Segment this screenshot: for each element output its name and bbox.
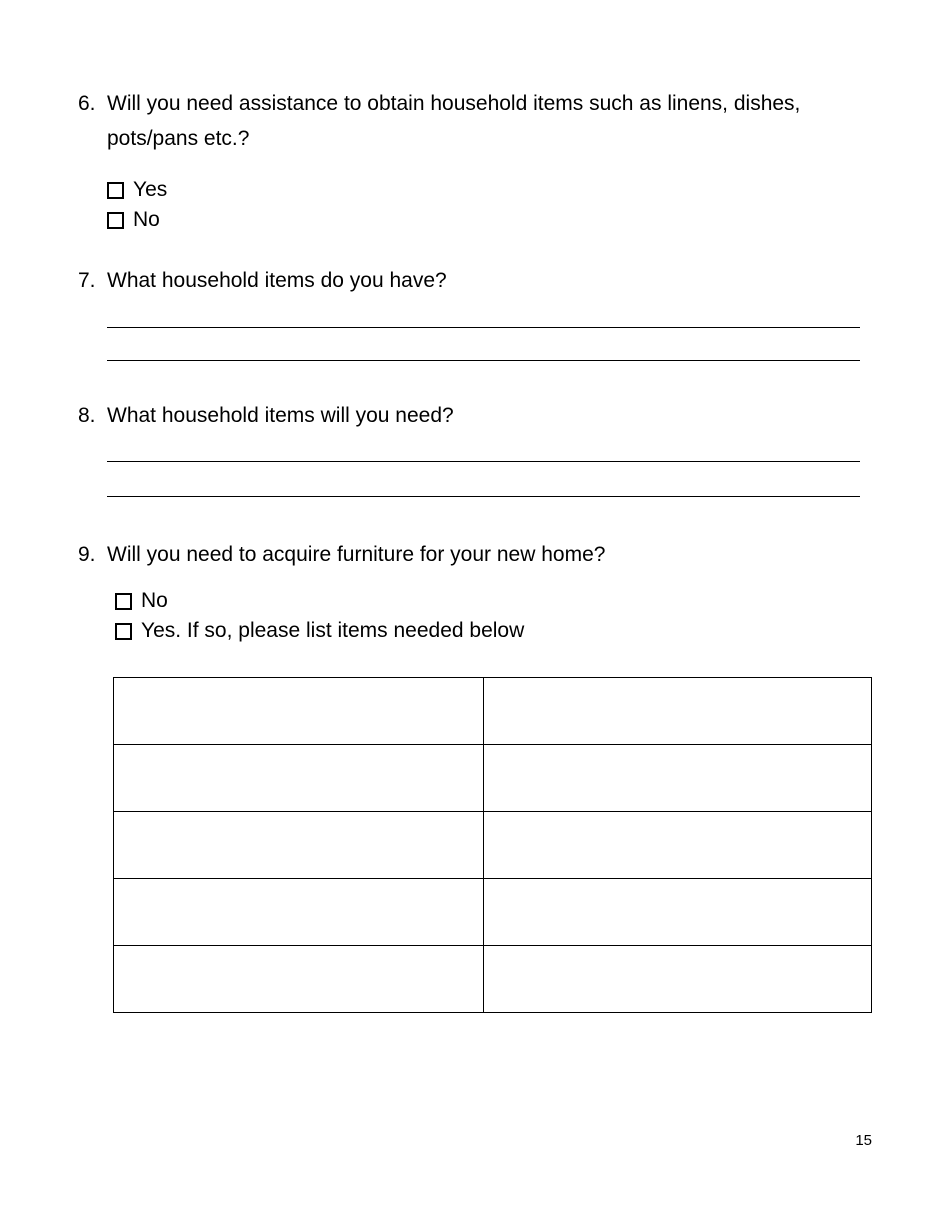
option-label: No xyxy=(141,589,168,612)
question-number: 7. xyxy=(78,269,96,292)
table-cell[interactable] xyxy=(484,745,872,812)
table-cell[interactable] xyxy=(484,946,872,1013)
question-number: 9. xyxy=(78,543,96,566)
question-7 xyxy=(78,263,867,298)
question-text: Will you need assistance to obtain household items such as linens, dishes, pots/pans etc.? xyxy=(107,92,801,150)
table-cell[interactable] xyxy=(114,812,484,879)
table-row xyxy=(114,879,872,946)
table-cell[interactable] xyxy=(484,812,872,879)
option-label: No xyxy=(133,208,160,231)
answer-line[interactable] xyxy=(107,327,860,328)
option-no-q6[interactable] xyxy=(107,205,160,235)
option-yes-q9[interactable] xyxy=(115,616,524,646)
option-yes-q6[interactable] xyxy=(107,175,167,205)
option-label: Yes. If so, please list items needed below xyxy=(141,619,525,642)
answer-line[interactable] xyxy=(107,496,860,497)
page-number: 15 xyxy=(855,1132,872,1149)
checkbox-icon[interactable] xyxy=(115,623,132,640)
question-number: 8. xyxy=(78,404,96,427)
table-cell[interactable] xyxy=(114,946,484,1013)
table-cell[interactable] xyxy=(114,879,484,946)
table-cell[interactable] xyxy=(114,678,484,745)
table-cell[interactable] xyxy=(114,745,484,812)
checkbox-icon[interactable] xyxy=(115,593,132,610)
question-number: 6. xyxy=(78,92,96,115)
table-row xyxy=(114,946,872,1013)
option-label: Yes xyxy=(133,178,168,201)
table-cell[interactable] xyxy=(484,879,872,946)
question-9 xyxy=(78,537,867,572)
question-text: What household items will you need? xyxy=(107,404,454,427)
question-text: What household items do you have? xyxy=(107,269,447,292)
answer-line[interactable] xyxy=(107,461,860,462)
table-cell[interactable] xyxy=(484,678,872,745)
table-row xyxy=(114,745,872,812)
question-8 xyxy=(78,398,867,433)
answer-line[interactable] xyxy=(107,360,860,361)
furniture-table xyxy=(113,677,872,1013)
question-6 xyxy=(78,86,867,156)
checkbox-icon[interactable] xyxy=(107,182,124,199)
table-row xyxy=(114,812,872,879)
table-row xyxy=(114,678,872,745)
option-no-q9[interactable] xyxy=(115,586,168,616)
question-text: Will you need to acquire furniture for your new home? xyxy=(107,543,606,566)
checkbox-icon[interactable] xyxy=(107,212,124,229)
